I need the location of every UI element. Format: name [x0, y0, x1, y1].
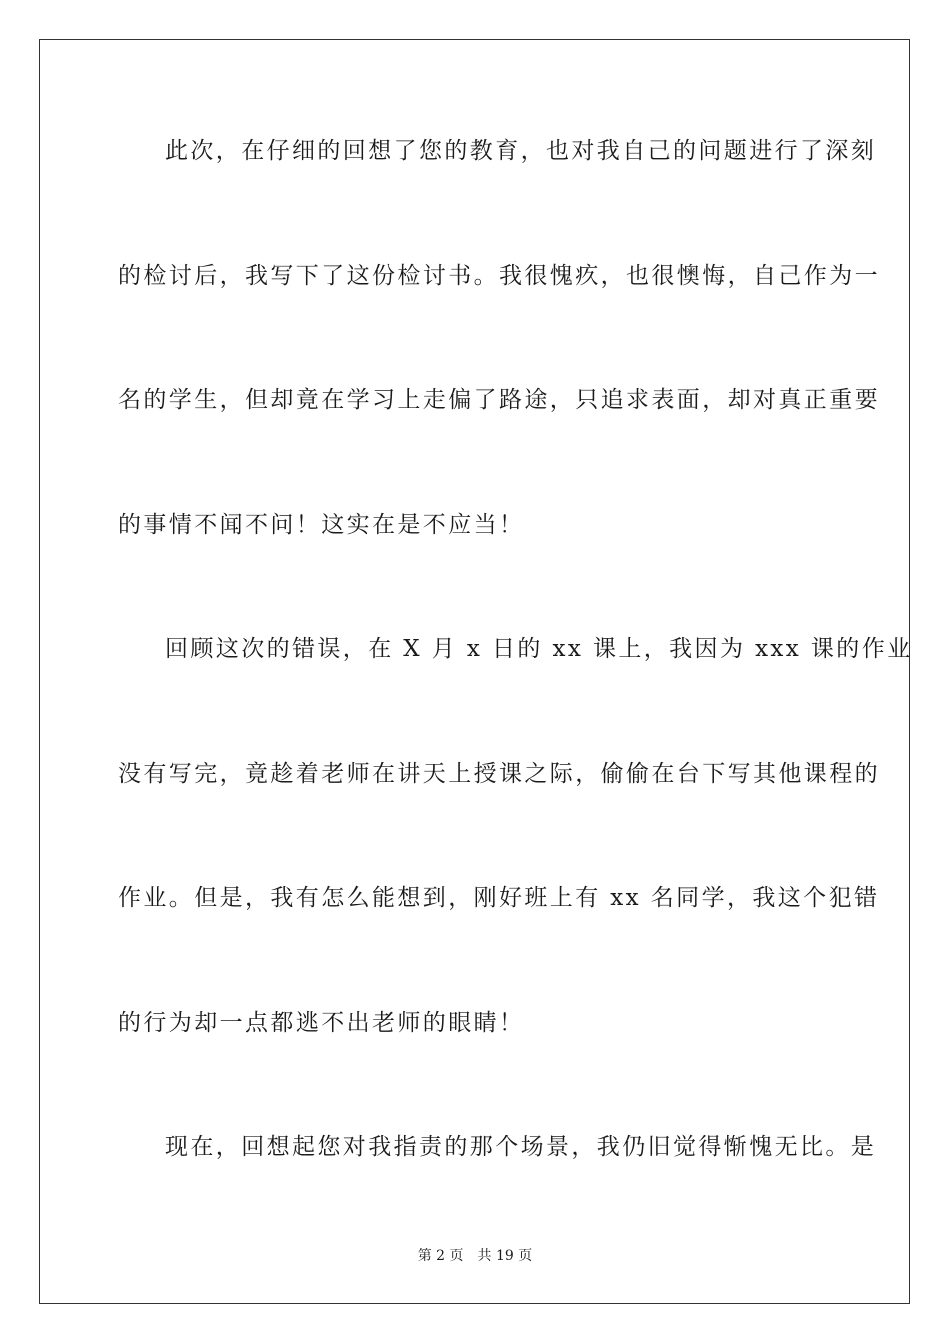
page-number: 第 2 页: [417, 1248, 464, 1264]
paragraph-2-line-2: 没有写完，竟趁着老师在讲天上授课之际，偷偷在台下写其他课程的: [118, 761, 880, 787]
page-total: 共 19 页: [477, 1248, 533, 1264]
paragraph-1-line-3: 名的学生，但却竟在学习上走偏了路途，只追求表面，却对真正重要: [118, 387, 880, 413]
paragraph-1-line-2: 的检讨后，我写下了这份检讨书。我很愧疚，也很懊悔，自己作为一: [118, 263, 880, 289]
paragraph-1-line-4: 的事情不闻不问！这实在是不应当！: [118, 512, 525, 538]
paragraph-3-line-1: 现在，回想起您对我指责的那个场景，我仍旧觉得惭愧无比。是: [165, 1134, 877, 1160]
paragraph-2-line-1: 回顾这次的错误，在 X 月 x 日的 xx 课上，我因为 xxx 课的作业: [165, 636, 913, 662]
page-border: [39, 39, 913, 1304]
page-footer: [0, 1247, 950, 1265]
paragraph-1-line-1: 此次，在仔细的回想了您的教育，也对我自己的问题进行了深刻: [165, 138, 877, 164]
paragraph-2-line-3: 作业。但是，我有怎么能想到，刚好班上有 xx 名同学，我这个犯错: [118, 885, 880, 911]
paragraph-2-line-4: 的行为却一点都逃不出老师的眼睛！: [118, 1010, 525, 1036]
